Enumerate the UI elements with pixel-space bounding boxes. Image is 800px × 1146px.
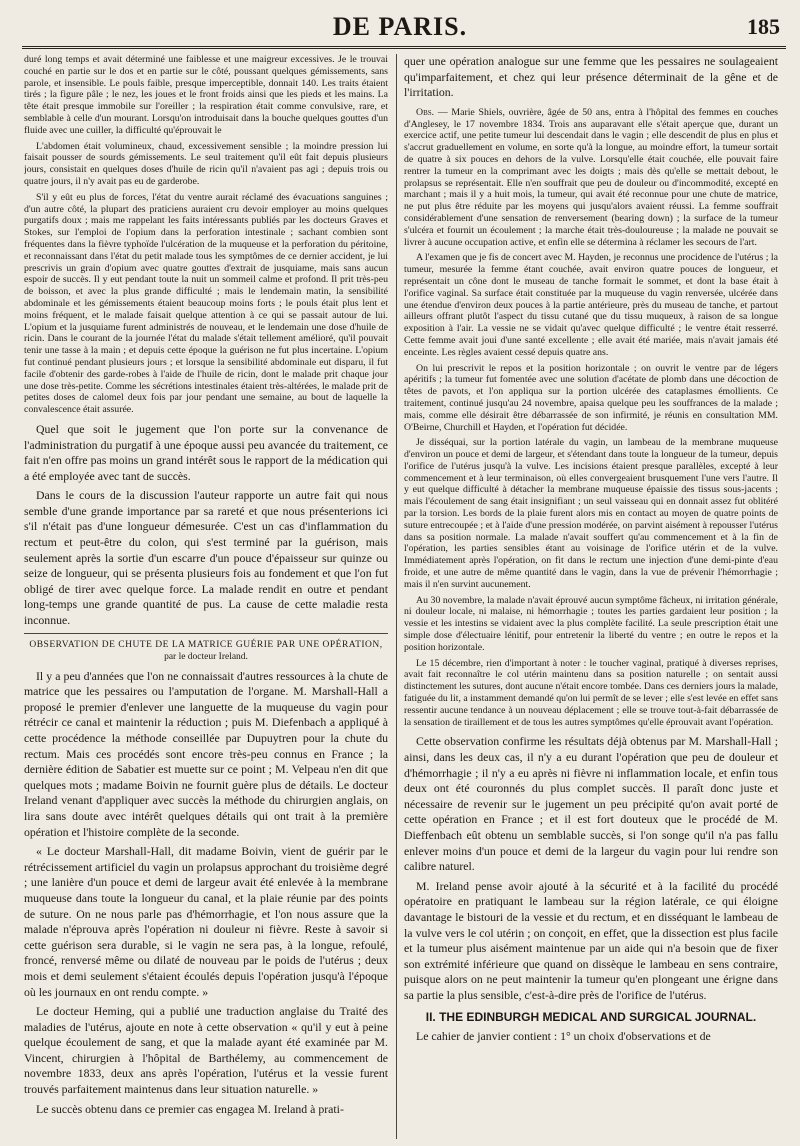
paragraph: « Le docteur Marshall-Hall, dit madame Boivin, vient de guérir par le rétrécissement artificiel du vagin un prolapsus approchant du troisième degré ; une lanière d'un pouce et demi de largeur avait été enlevée à la membrane muqueuse dans toute la longueur du canal, et la plaie réunie par des points de suture. On ne nous parle pas d'hémorrhagie, et l'on nous assure que la malade n'éprouva après l'opération ni douleur ni fièvre. Reste à savoir si cette guérison sera durable, si le vagin ne sera pas, à la longue, refoulé, froncé, renversé même ou dilaté de nouveau par le poids de l'utérus ; deux mois et demi seulement s'étaient écoulés depuis l'opération jusqu'à l'époque où les journaux en ont rendu compte. »	[24, 844, 388, 999]
paragraph: duré long temps et avait déterminé une faiblesse et une maigreur excessives. Je le trouvai couché en partie sur le dos et en partie sur le côté, poussant quelques gémissements, sans parole, et insensible. Le pouls faible, presque imperceptible, donnait 140. Les traits étaient tirés ; la figure pâle ; le nez, les joues et le front froids ainsi que les pieds et les mains. La tête était presque immobile sur l'oreiller ; la respiration était comme convulsive, rare, et semblable à celle d'un mourant. Lorsqu'on introduisait dans la bouche quelques gouttes d'un fluide avec une cuiller, la difficulté qu'éprouvait le	[24, 54, 388, 136]
paragraph: Dans le cours de la discussion l'auteur rapporte un autre fait qui nous semble d'une grande importance par sa rareté et que nous présenterions ici s'il n'était pas d'une longueur démesurée. C'est un cas d'inflammation du rectum et peut-être du colon, qui s'est terminé par la guérison, mais seulement après la sortie d'un escarre d'un pouce d'épaisseur sur quinze ou seize de longueur, qui se présenta plusieurs fois au fondement et que l'on fut obligé de tirer avec quelque force. La malade rendit en outre et pendant long-temps une grande quantité de pus. La cause de cette maladie resta inconnue.	[24, 488, 388, 628]
page-number: 185	[747, 14, 780, 39]
paragraph: Au 30 novembre, la malade n'avait éprouvé aucun symptôme fâcheux, ni irritation générale, ni douleur locale, ni malaise, ni hémorrhagie ; toutes les parties gardaient leur position ; la vessie et les intestins se vidaient avec la plus complète facilité. La seule prescription était une simple dose d'électuaire lénitif, pour entretenir la liberté du ventre ; en outre le repos et la position horizontale.	[404, 594, 778, 653]
column-divider	[396, 54, 397, 1139]
paragraph: On lui prescrivit le repos et la position horizontale ; on ouvrit le ventre par de légers apéritifs ; la tumeur fut fomentée avec une solution d'acétate de plomb dans une décoction de têtes de pavots, et l'on appliqua sur la portion ulcérée des cataplasmes émollients. Ce traitement, continué jusqu'au 24 novembre, apaisa quelque peu les souffrances de la malade ; mais, comme elle désirait être débarrassée de son infirmité, je réunis en consultation MM. O'Beirne, Churchill et Hayden, et l'opération fut décidée.	[404, 362, 778, 433]
running-title: DE PARIS.	[332, 12, 468, 41]
paragraph: Cette observation confirme les résultats déjà obtenus par M. Marshall-Hall ; ainsi, dans les deux cas, il n'y a eu durant l'opération que peu de douleur et d'hémorrhagie ; il n'y a eu après ni fièvre ni inflammation locale, et enfin tous deux ont été couronnés du plus complet succès. Il paraît donc juste et nécessaire de revenir sur le jugement un peu précipité qu'on avait porté de cette opération en France ; et il est fort douteux que le procédé de M. Dieffenbach eût obtenu un semblable succès, si l'on songe qu'il n'a pas fallu enlever moins d'un pouce et demi de la largeur du vagin pour lui rendre son calibre naturel.	[404, 734, 778, 874]
observation-label: Obs.	[416, 106, 435, 118]
paragraph: L'abdomen était volumineux, chaud, excessivement sensible ; la moindre pression lui faisait pousser de sourds gémissements. Le seul traitement qu'il eût fait depuis plusieurs jours, consistait en quelques doses d'huile de ricin qu'il n'avaient pas agi ; depuis trois ou quatre jours, il n'y avait pas eu de garderobe.	[24, 140, 388, 187]
observation-paragraph	[404, 107, 778, 249]
paragraph: Le succès obtenu dans ce premier cas engagea M. Ireland à prati-	[36, 1101, 344, 1116]
section-author: par le docteur Ireland.	[164, 651, 248, 662]
paragraph: Il y a peu d'années que l'on ne connaissait d'autres ressources à la chute de matrice que les pessaires ou l'amputation de l'organe. M. Marshall-Hall a proposé le premier d'enlever une languette de la muqueuse du vagin pour rétrécir ce canal et maintenir la réduction ; puis M. Diefenbach a appliqué à cette procédence la méthode conseillée par Dupuytren pour la chute du rectum. Mais ces procédés sont encore très-peu connus en France ; la dernière édition de Sabatier est muette sur ce point ; M. Velpeau n'en dit que quelques mots ; madame Boivin ne fournit guère plus de détails. Le docteur Ireland venant d'appliquer avec succès la méthode du chirurgien anglais, on lira sans doute avec intérêt quelques détails qui ont trait à la première opération et l'histoire complète de la seconde.	[24, 668, 388, 839]
observation-text: — Marie Shiels, ouvrière, âgée de 50 ans, entra à l'hôpital des femmes en couches d'Anglesey, le 17 novembre 1834. Trois ans auparavant elle s'était aperçue que, durant un exercice actif, une petite tumeur lui descendait dans le vagin ; elle descendit de plus en plus et s'accrut graduellement en volume, en sorte qu'à la longue, au moindre effort, la tumeur sortait de quatre à six pouces en dehors de la vulve. Lorsqu'elle était couchée, elle pouvait faire rentrer la tumeur en la comprimant avec les doigts ; mais dès qu'elle se mettait debout, le prolapsus se représentait. Elle n'en souffrait que peu de douleur ou d'incommodité, excepté en marchant ; mais il y a huit mois, la tumeur, qui avait été reconnue pour une chute de matrice, ne put plus être réduite par les moyens qui jusqu'alors avaient réussi. La femme souffrait considérablement d'une sensation de renversement (bearing down) ; la surface de la tumeur s'ulcéra et fournit un écoulement ; la marche était très-douloureuse ; la malade ne pouvait se livrer à aucune occupation active, et enfin elle se détermina à réclamer les secours de l'art.	[404, 106, 778, 248]
paragraph: quer une opération analogue sur une femme que les pessaires ne soulageaient qu'imparfaitement, et chez qui leur présence déterminait de la gêne et de l'irritation.	[404, 54, 778, 100]
paragraph: Quel que soit le jugement que l'on porte sur la convenance de l'administration du purgatif à une époque aussi peu avancée du traitement, ce fait n'en offre pas moins un grand intérêt sous le rapport de la médication qui a été employée avec tant de succès.	[24, 421, 388, 483]
section-title: OBSERVATION DE CHUTE DE LA MATRICE GUÉRIE PAR UNE OPÉRATION,	[29, 639, 383, 650]
header-rule	[22, 46, 786, 49]
paragraph: S'il y eût eu plus de forces, l'état du ventre aurait réclamé des évacuations sanguines ; d'un autre côté, la plupart des praticiens auraient cru devoir employer au moins quelques purgatifs doux ; mais me rappelant les faits intéressants publiés par les docteurs Graves et Stokes, sur l'emploi de l'opium dans la perforation intestinale ; sachant combien sont fréquentes dans la fièvre typhoïde l'ulcération de la muqueuse et la perforation du péritoine, et reconnaissant dans l'état du petit malade tous les symptômes de ce dernier accident, je lui prescrivis un grain d'opium avec quatre gouttes d'extrait de jusquiame, mais sans aucun espoir de succès. Il y eut pendant toute la nuit un sommeil calme et profond. Il prit très-peu de boisson, et avec la plus grande difficulté ; mais le lendemain matin, la sensibilité abdominale et les gémissements étaient beaucoup moins forts ; le pouls était plus lent et moins fréquent, et le malade faisait quelque attention à ce qui se passait autour de lui. L'opium et la jusquiame furent administrés de nouveau, et le lendemain une dose d'huile de ricin. Dans le courant de la journée l'état du malade s'était tellement amélioré, qu'il pouvait tenir une tasse à la main ; et depuis cette époque la guérison ne fut plus incertaine. L'opium fut continué pendant plusieurs jours ; et lorsque la sensibilité abdominale eut disparu, il fut facile d'obtenir des garde-robes à l'aide de l'huile de ricin, dont le malade prit chaque jour une dose très-petite. Comme les sécrétions intestinales étaient très-altérées, le malade prit de petites doses de calomel deux fois par jour pendant une semaine, au bout de laquelle la convalescence était assurée.	[24, 191, 388, 416]
section-heading: II. THE EDINBURGH MEDICAL AND SURGICAL JOURNAL.	[425, 1009, 757, 1024]
paragraph: Le docteur Heming, qui a publié une traduction anglaise du Traité des maladies de l'utérus, ajoute en note à cette observation « qu'il y eut à peine quelque écoulement de sang, et que la malade ayant été examinée par M. Vincent, chirurgien à l'hôpital de Barthélemy, au commencement de novembre 1833, deux ans après l'opération, l'utérus et la vessie furent trouvés parfaitement maintenus dans leur situation naturelle. »	[24, 1004, 388, 1097]
section-heading	[24, 633, 388, 663]
paragraph: M. Ireland pense avoir ajouté à la sécurité et à la facilité du procédé opératoire en pratiquant le lambeau sur la région latérale, ce qui éloigne davantage le bistouri de la vessie et du rectum, et en disséquant le lambeau de la vulve vers le col utérin ; on conçoit, en effet, que la dissection est plus facile et la tumeur plus aisément maintenue par un aide qui n'a besoin que de fixer son extrémité inférieure que quand on dissèque le lambeau en sens contraire, puisque alors on ne peut maintenir la tumeur qu'en plongeant une érigne dans sa partie la plus sensible, c'est-à-dire près de l'orifice de l'utérus.	[404, 878, 778, 1002]
page-header	[0, 0, 800, 46]
paragraph: Je disséquai, sur la portion latérale du vagin, un lambeau de la membrane muqueuse d'environ un pouce et demi de largeur, et s'étendant dans toute la longueur de la tumeur, depuis l'orifice de l'utérus jusqu'à la vulve. Les incisions étaient presque parallèles, excepté à leur commencement et à leur terminaison, où elles convergeaient brusquement l'une vers l'autre. Il y eut quelque difficulté à détacher la membrane muqueuse épaissie des tissus sous-jacents ; mais l'écoulement de sang était insignifiant ; un seul vaisseau qui en donnait assez fut oblitéré par la torsion. Les bords de la plaie furent alors mis en contact au moyen de quatre points de suture entrecoupée ; et à l'aide d'une pression modérée, on parvint aisément à repousser l'utérus dans sa position normale. La malade n'avait souffert qu'au commencement et à la fin de l'opération, les parties sensibles étant au voisinage de l'orifice utérin et de la vulve. Immédiatement après l'opération, on fit dans le rectum une injection d'une demi-pinte d'eau froide, et une autre de même quantité dans le vagin, dans la vue de prévenir l'hémorrhagie ; mais il n'en survint aucunement.	[404, 437, 778, 590]
paragraph: Le cahier de janvier contient : 1° un choix d'observations et de	[416, 1028, 711, 1043]
left-column	[24, 54, 388, 1139]
paragraph: A l'examen que je fis de concert avec M. Hayden, je reconnus une procidence de l'utérus ; la tumeur, mesurée la femme étant couchée, avait environ quatre pouces de longueur, et représentait un cône dont le museau de tanche formait le sommet, et dont la base était à l'orifice vaginal. Sa surface était constituée par la muqueuse du vagin renversée, ulcérée dans une étendue d'environ deux pouces à la partie antérieure, près du museau de tanche, et partout ailleurs offrant plutôt l'aspect du tissu cutané que du tissu muqueux, à raison de sa longue exposition à l'air. La vessie ne se vidait qu'avec quelque difficulté ; le ventre était resserré. Cette femme avait joui d'une santé excellente ; elle avait été mariée, mais n'avait jamais été enceinte. Les règles avaient cessé depuis quatre ans.	[404, 252, 778, 358]
right-column	[404, 54, 778, 1139]
paragraph: Le 15 décembre, rien d'important à noter : le toucher vaginal, pratiqué à diverses reprises, avait fait reconnaître le col utérin maintenu dans sa position naturelle ; on sentait aussi distinctement les sutures, dont aucune n'était encore tombée. Dans ces derniers jours la malade, fatiguée du lit, a instamment demandé qu'on lui permît de se lever ; elle s'est levée en effet sans ressentir aucune tendance à un nouveau déplacement ; elle se trouve tout-à-fait débarrassée de la sensation de tiraillement et de tous les autres symptômes qu'elle éprouvait avant l'opération.	[404, 657, 778, 728]
